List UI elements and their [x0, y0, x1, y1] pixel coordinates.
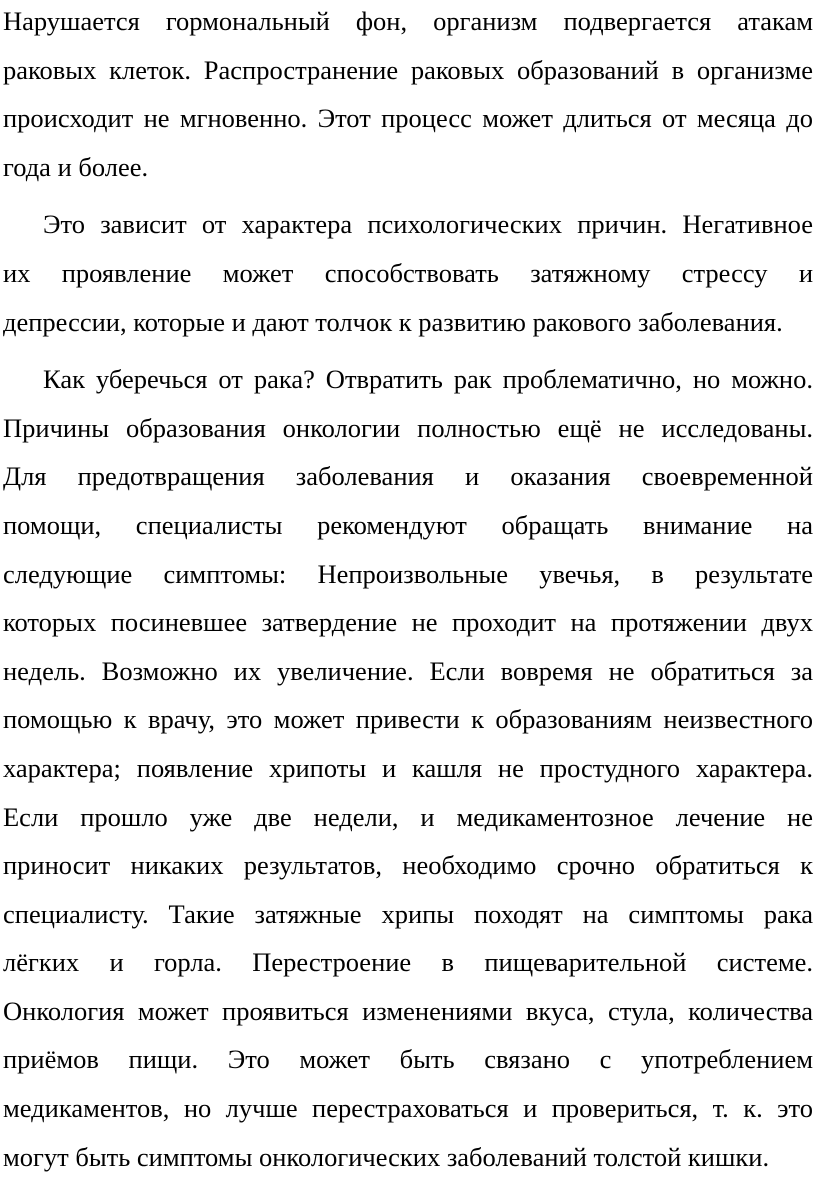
- paragraph-line: могут быть симптомы онкологических заболеваний толстой кишки.: [3, 1141, 770, 1172]
- paragraph-line: Причины образования онкологии полностью ещё не исследованы.: [3, 412, 813, 443]
- paragraph-line: раковых клеток. Распространение раковых образований в организме: [3, 54, 813, 85]
- paragraph-line: происходит не мгновенно. Этот процесс может длиться от месяца до: [3, 103, 813, 134]
- paragraph-line: специалисту. Такие затяжные хрипы походят на симптомы рака: [3, 898, 813, 929]
- paragraph-line: Онкология может проявиться изменениями вкуса, стула, количества: [3, 995, 813, 1026]
- paragraph-line: депрессии, которые и дают толчок к развитию ракового заболевания.: [3, 306, 783, 337]
- paragraph-line: приносит никаких результатов, необходимо срочно обратиться к: [3, 850, 813, 881]
- paragraph-line: которых посиневшее затвердение не проходит на протяжении двух: [3, 607, 813, 638]
- paragraph-line: приёмов пищи. Это может быть связано с употреблением: [3, 1044, 813, 1075]
- paragraph-line: Как уберечься от рака? Отвратить рак проблематично, но можно.: [43, 364, 813, 395]
- paragraph-line: года и более.: [3, 151, 149, 182]
- paragraph-2: [3, 200, 813, 346]
- paragraph-line: медикаментов, но лучше перестраховаться и провериться, т. к. это: [3, 1093, 813, 1124]
- paragraph-line: следующие симптомы: Непроизвольные увечья, в результате: [3, 558, 813, 589]
- paragraph-line: их проявление может способствовать затяжному стрессу и: [3, 257, 813, 288]
- paragraph-line: характера; появление хрипоты и кашля не простудного характера.: [3, 752, 813, 783]
- paragraph-1: [3, 0, 813, 191]
- paragraph-line: Это зависит от характера психологических причин. Негативное: [43, 209, 813, 240]
- paragraph-line: помощью к врачу, это может привести к образованиям неизвестного: [3, 704, 813, 735]
- paragraph-line: лёгких и горла. Перестроение в пищеварительной системе.: [3, 947, 813, 978]
- paragraph-line: недель. Возможно их увеличение. Если вовремя не обратиться за: [3, 655, 813, 686]
- paragraph-line: Нарушается гормональный фон, организм подвергается атакам: [3, 6, 813, 36]
- paragraph-line: Если прошло уже две недели, и медикаментозное лечение не: [3, 801, 813, 832]
- paragraph-3: [3, 355, 813, 1181]
- paragraph-line: Для предотвращения заболевания и оказания своевременной: [3, 461, 813, 492]
- paragraph-line: помощи, специалисты рекомендуют обращать внимание на: [3, 509, 813, 540]
